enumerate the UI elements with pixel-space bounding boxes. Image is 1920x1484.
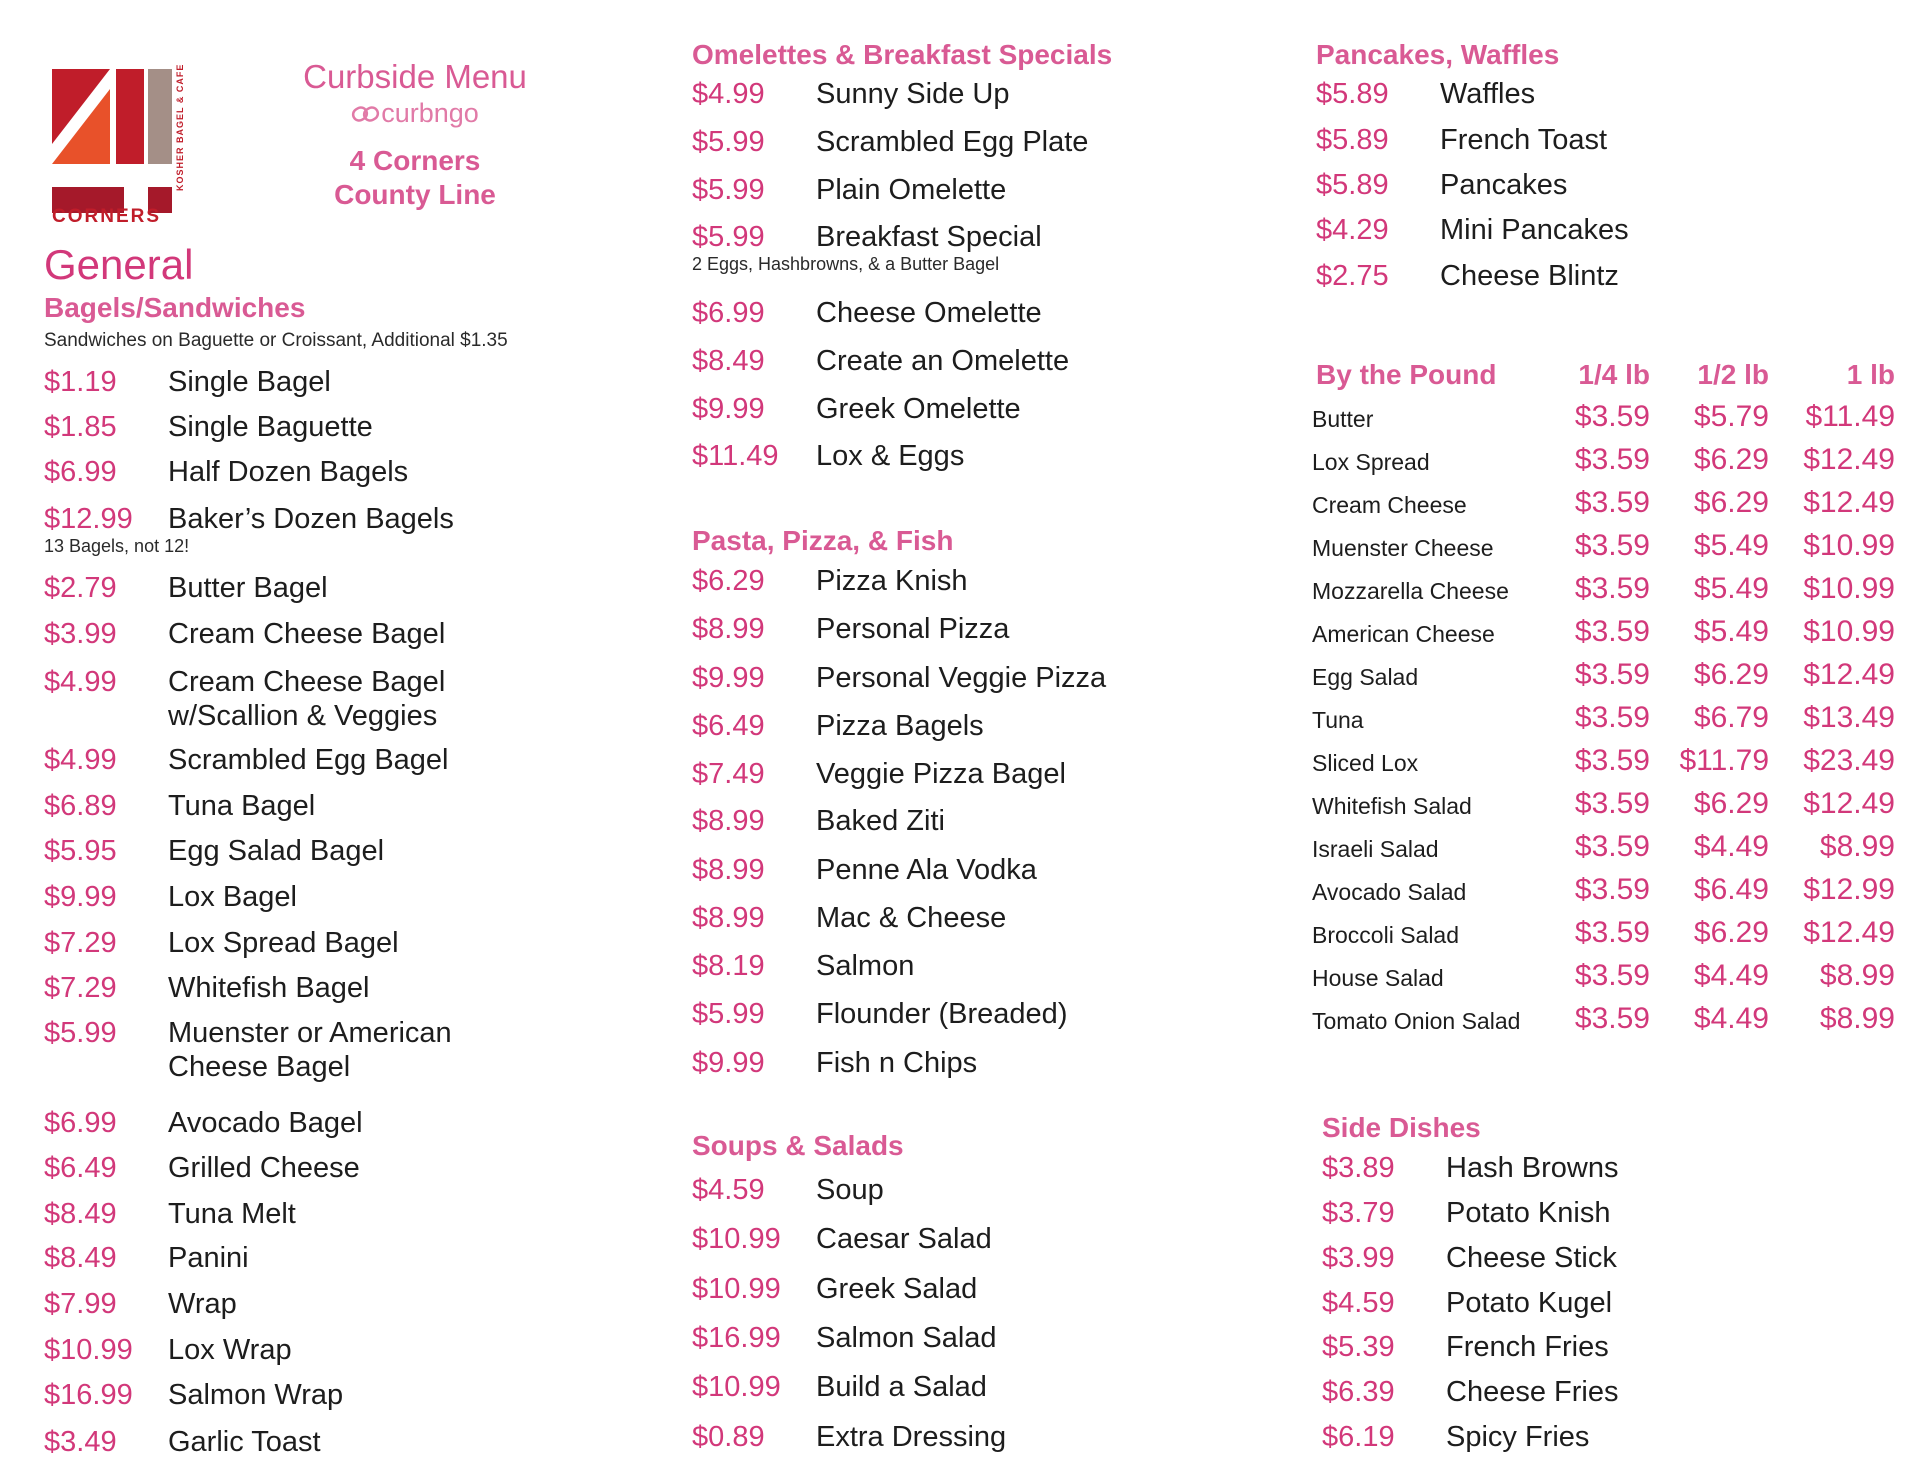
price-quarter-lb: $3.59 bbox=[1574, 572, 1650, 605]
pound-row bbox=[1312, 486, 1912, 520]
price-half-lb: $4.49 bbox=[1693, 959, 1769, 992]
item-name: Cheese Blintz bbox=[1440, 260, 1619, 292]
pound-row bbox=[1312, 830, 1912, 864]
menu-item bbox=[692, 1046, 1212, 1080]
item-name: Caesar Salad bbox=[816, 1223, 992, 1255]
menu-item bbox=[44, 1378, 564, 1412]
menu-item bbox=[44, 1106, 564, 1140]
pound-item-name: Lox Spread bbox=[1312, 449, 1430, 475]
menu-item bbox=[692, 709, 1212, 743]
item-name: Personal Veggie Pizza bbox=[816, 662, 1107, 694]
menu-item bbox=[44, 365, 564, 399]
item-name: Fish n Chips bbox=[816, 1047, 978, 1079]
item-price: $2.75 bbox=[1316, 260, 1389, 292]
item-name: Panini bbox=[168, 1242, 249, 1274]
item-price: $8.99 bbox=[692, 854, 765, 886]
menu-item bbox=[44, 1197, 564, 1231]
pound-item-name: Sliced Lox bbox=[1312, 750, 1419, 776]
item-price: $1.85 bbox=[44, 411, 117, 443]
item-name: Salmon Salad bbox=[816, 1322, 997, 1354]
item-price: $5.89 bbox=[1316, 78, 1389, 110]
item-name: Scrambled Egg Bagel bbox=[168, 744, 449, 776]
menu-item bbox=[692, 997, 1212, 1031]
menu-item bbox=[1316, 213, 1836, 247]
menu-item bbox=[44, 502, 564, 536]
curbside-title: Curbside Menu bbox=[303, 58, 527, 95]
item-price: $6.49 bbox=[692, 710, 765, 742]
menu-item bbox=[692, 1272, 1212, 1306]
item-price: $4.99 bbox=[692, 78, 765, 110]
pasta-section-title: Pasta, Pizza, & Fish bbox=[692, 525, 954, 556]
price-half-lb: $5.79 bbox=[1693, 400, 1769, 433]
item-price: $5.99 bbox=[44, 1017, 117, 1049]
pound-row bbox=[1312, 787, 1912, 821]
item-name: Pizza Knish bbox=[816, 565, 968, 597]
item-price: $7.29 bbox=[44, 972, 117, 1004]
pound-item-name: Mozzarella Cheese bbox=[1312, 578, 1509, 604]
price-quarter-lb: $3.59 bbox=[1574, 400, 1650, 433]
item-price: $0.89 bbox=[692, 1421, 765, 1453]
item-price: $4.99 bbox=[44, 744, 117, 776]
menu-item bbox=[44, 789, 564, 823]
menu-item bbox=[1316, 77, 1836, 111]
store-name bbox=[280, 144, 550, 212]
menu-item bbox=[44, 1333, 564, 1367]
store-line-1: 4 Corners bbox=[349, 145, 481, 176]
price-one-lb: $12.49 bbox=[1803, 658, 1895, 691]
menu-item bbox=[692, 173, 1212, 207]
item-price: $10.99 bbox=[692, 1371, 781, 1403]
item-name: Muenster or American bbox=[168, 1017, 452, 1049]
item-price: $11.49 bbox=[692, 440, 779, 472]
item-price: $8.49 bbox=[44, 1198, 117, 1230]
price-one-lb: $12.49 bbox=[1803, 486, 1895, 519]
pound-item-name: Butter bbox=[1312, 406, 1374, 432]
item-name: Single Bagel bbox=[168, 366, 331, 398]
item-name: Tuna Bagel bbox=[168, 790, 316, 822]
pound-row bbox=[1312, 529, 1912, 563]
item-name: French Fries bbox=[1446, 1331, 1609, 1363]
soups-section-title: Soups & Salads bbox=[692, 1130, 904, 1161]
price-quarter-lb: $3.59 bbox=[1574, 744, 1650, 777]
pound-item-name: Muenster Cheese bbox=[1312, 535, 1494, 561]
item-name: Baked Ziti bbox=[816, 805, 945, 837]
item-price: $5.95 bbox=[44, 835, 117, 867]
item-price: $8.99 bbox=[692, 902, 765, 934]
menu-item bbox=[692, 1321, 1212, 1355]
item-name: Mini Pancakes bbox=[1440, 214, 1629, 246]
price-half-lb: $11.79 bbox=[1679, 744, 1769, 777]
item-price: $5.39 bbox=[1322, 1331, 1395, 1363]
item-name: Avocado Bagel bbox=[168, 1107, 363, 1139]
menu-item bbox=[692, 439, 1212, 473]
price-one-lb: $12.99 bbox=[1803, 873, 1895, 906]
item-note: 13 Bagels, not 12! bbox=[44, 536, 190, 556]
item-price: $9.99 bbox=[692, 393, 765, 425]
item-price: $7.49 bbox=[692, 758, 765, 790]
item-name: Single Baguette bbox=[168, 411, 373, 443]
item-price: $7.29 bbox=[44, 927, 117, 959]
price-one-lb: $23.49 bbox=[1803, 744, 1895, 777]
item-price: $6.99 bbox=[44, 1107, 117, 1139]
price-quarter-lb: $3.59 bbox=[1574, 787, 1650, 820]
item-name: Pizza Bagels bbox=[816, 710, 984, 742]
price-one-lb: $12.49 bbox=[1803, 916, 1895, 949]
menu-item bbox=[692, 901, 1212, 935]
item-price: $9.99 bbox=[692, 1047, 765, 1079]
menu-item bbox=[44, 455, 564, 489]
pound-row bbox=[1312, 701, 1912, 735]
pound-item-name: House Salad bbox=[1312, 965, 1444, 991]
price-half-lb: $6.49 bbox=[1693, 873, 1769, 906]
item-price: $8.19 bbox=[692, 950, 765, 982]
menu-item bbox=[1316, 259, 1836, 293]
pound-item-name: Cream Cheese bbox=[1312, 492, 1467, 518]
pancakes-section-title: Pancakes, Waffles bbox=[1316, 39, 1560, 70]
item-name: Hash Browns bbox=[1446, 1152, 1619, 1184]
price-one-lb: $13.49 bbox=[1803, 701, 1895, 734]
menu-item bbox=[692, 344, 1212, 378]
item-name: Scrambled Egg Plate bbox=[816, 126, 1089, 158]
price-one-lb: $12.49 bbox=[1803, 443, 1895, 476]
menu-item bbox=[1322, 1330, 1842, 1364]
menu-item bbox=[692, 296, 1212, 330]
menu-item bbox=[692, 661, 1212, 695]
item-name: Cheese Omelette bbox=[816, 297, 1042, 329]
pound-row bbox=[1312, 959, 1912, 993]
item-price: $16.99 bbox=[692, 1322, 781, 1354]
pound-row bbox=[1312, 443, 1912, 477]
menu-item bbox=[1316, 123, 1836, 157]
pound-row bbox=[1312, 916, 1912, 950]
menu-item bbox=[692, 1173, 1212, 1207]
item-price: $5.99 bbox=[692, 998, 765, 1030]
menu-item bbox=[44, 743, 564, 777]
item-price: $10.99 bbox=[692, 1223, 781, 1255]
price-quarter-lb: $3.59 bbox=[1574, 615, 1650, 648]
price-half-lb: $4.49 bbox=[1693, 830, 1769, 863]
item-name: Lox & Eggs bbox=[816, 440, 965, 472]
item-price: $3.79 bbox=[1322, 1197, 1395, 1229]
item-price: $6.19 bbox=[1322, 1421, 1395, 1453]
pound-section-title: By the Pound bbox=[1316, 359, 1497, 390]
item-name: Salmon bbox=[816, 950, 915, 982]
menu-item bbox=[44, 1016, 564, 1050]
menu-item bbox=[1322, 1196, 1842, 1230]
item-price: $7.99 bbox=[44, 1288, 117, 1320]
pound-row bbox=[1312, 572, 1912, 606]
price-quarter-lb: $3.59 bbox=[1574, 916, 1650, 949]
menu-item bbox=[692, 1222, 1212, 1256]
pound-col-full: 1 lb bbox=[1846, 359, 1895, 390]
menu-item bbox=[692, 1370, 1212, 1404]
item-name: Potato Knish bbox=[1446, 1197, 1611, 1229]
pound-item-name: Avocado Salad bbox=[1312, 879, 1467, 905]
menu-item bbox=[692, 757, 1212, 791]
item-price: $5.89 bbox=[1316, 169, 1389, 201]
menu-item bbox=[44, 971, 564, 1005]
pound-item-name: Tomato Onion Salad bbox=[1312, 1008, 1521, 1034]
pound-row bbox=[1312, 658, 1912, 692]
item-name: Mac & Cheese bbox=[816, 902, 1007, 934]
item-name: Spicy Fries bbox=[1446, 1421, 1590, 1453]
item-name-continued: w/Scallion & Veggies bbox=[168, 700, 438, 732]
menu-item bbox=[44, 1425, 564, 1459]
price-one-lb: $8.99 bbox=[1819, 830, 1895, 863]
item-price: $3.89 bbox=[1322, 1152, 1395, 1184]
item-price: $4.59 bbox=[692, 1174, 765, 1206]
pound-item-name: Whitefish Salad bbox=[1312, 793, 1472, 819]
item-name: Cheese Fries bbox=[1446, 1376, 1619, 1408]
item-name: Garlic Toast bbox=[168, 1426, 321, 1458]
item-price: $5.99 bbox=[692, 221, 765, 253]
menu-item bbox=[44, 1241, 564, 1275]
menu-item bbox=[1322, 1151, 1842, 1185]
price-one-lb: $10.99 bbox=[1803, 572, 1895, 605]
item-price: $2.79 bbox=[44, 572, 117, 604]
item-price: $4.59 bbox=[1322, 1287, 1395, 1319]
price-half-lb: $5.49 bbox=[1693, 572, 1769, 605]
item-name: Plain Omelette bbox=[816, 174, 1007, 206]
item-price: $6.99 bbox=[44, 456, 117, 488]
item-price: $10.99 bbox=[44, 1334, 133, 1366]
item-price: $9.99 bbox=[692, 662, 765, 694]
curbngo-brand bbox=[280, 98, 550, 128]
pound-row bbox=[1312, 400, 1912, 434]
price-half-lb: $6.29 bbox=[1693, 486, 1769, 519]
item-name: Wrap bbox=[168, 1288, 237, 1320]
store-line-2: County Line bbox=[334, 179, 496, 210]
item-name: Half Dozen Bagels bbox=[168, 456, 409, 488]
menu-title-block bbox=[280, 56, 550, 212]
brand-label: curbngo bbox=[381, 98, 479, 128]
item-name: Whitefish Bagel bbox=[168, 972, 370, 1004]
menu-item bbox=[692, 949, 1212, 983]
pound-item-name: Egg Salad bbox=[1312, 664, 1419, 690]
menu-item bbox=[692, 77, 1212, 111]
item-price: $4.29 bbox=[1316, 214, 1389, 246]
item-price: $6.99 bbox=[692, 297, 765, 329]
item-name: Personal Pizza bbox=[816, 613, 1010, 645]
price-quarter-lb: $3.59 bbox=[1574, 529, 1650, 562]
item-price: $3.99 bbox=[1322, 1242, 1395, 1274]
price-half-lb: $4.49 bbox=[1693, 1002, 1769, 1035]
item-price: $8.99 bbox=[692, 805, 765, 837]
price-quarter-lb: $3.59 bbox=[1574, 443, 1650, 476]
menu-item bbox=[44, 571, 564, 605]
price-one-lb: $12.49 bbox=[1803, 787, 1895, 820]
item-price: $6.89 bbox=[44, 790, 117, 822]
price-one-lb: $8.99 bbox=[1819, 959, 1895, 992]
menu-item bbox=[692, 125, 1212, 159]
price-half-lb: $5.49 bbox=[1693, 615, 1769, 648]
item-name: Butter Bagel bbox=[168, 572, 328, 604]
pound-item-name: Israeli Salad bbox=[1312, 836, 1439, 862]
menu-item bbox=[1322, 1286, 1842, 1320]
pound-row bbox=[1312, 744, 1912, 778]
price-quarter-lb: $3.59 bbox=[1574, 658, 1650, 691]
item-name: Cream Cheese Bagel bbox=[168, 666, 446, 698]
price-half-lb: $5.49 bbox=[1693, 529, 1769, 562]
item-name: Baker’s Dozen Bagels bbox=[168, 503, 454, 535]
bagels-section-note: Sandwiches on Baguette or Croissant, Additional $1.35 bbox=[44, 330, 508, 351]
item-price: $5.89 bbox=[1316, 124, 1389, 156]
link-icon bbox=[351, 104, 381, 124]
item-name: Extra Dressing bbox=[816, 1421, 1007, 1453]
menu-item bbox=[692, 804, 1212, 838]
item-name: Grilled Cheese bbox=[168, 1152, 360, 1184]
menu-item bbox=[692, 392, 1212, 426]
item-name: Veggie Pizza Bagel bbox=[816, 758, 1066, 790]
price-one-lb: $10.99 bbox=[1803, 615, 1895, 648]
item-price: $10.99 bbox=[692, 1273, 781, 1305]
item-price: $12.99 bbox=[44, 503, 133, 535]
item-name: Create an Omelette bbox=[816, 345, 1070, 377]
price-half-lb: $6.29 bbox=[1693, 443, 1769, 476]
menu-item bbox=[44, 665, 564, 699]
menu-item bbox=[44, 834, 564, 868]
menu-item bbox=[692, 1420, 1212, 1454]
item-name: Lox Bagel bbox=[168, 881, 297, 913]
pound-col-half: 1/2 lb bbox=[1697, 359, 1769, 390]
general-title: General bbox=[44, 241, 194, 288]
pound-row bbox=[1312, 873, 1912, 907]
item-name: Greek Omelette bbox=[816, 393, 1021, 425]
price-half-lb: $6.29 bbox=[1693, 916, 1769, 949]
item-name: Cheese Stick bbox=[1446, 1242, 1617, 1274]
menu-item bbox=[692, 612, 1212, 646]
pound-col-quarter: 1/4 lb bbox=[1578, 359, 1650, 390]
menu-item bbox=[44, 926, 564, 960]
menu-item bbox=[692, 220, 1212, 254]
item-name: Potato Kugel bbox=[1446, 1287, 1613, 1319]
item-price: $1.19 bbox=[44, 366, 117, 398]
price-quarter-lb: $3.59 bbox=[1574, 701, 1650, 734]
pound-item-name: Broccoli Salad bbox=[1312, 922, 1460, 948]
item-name: Waffles bbox=[1440, 78, 1536, 110]
item-name: Egg Salad Bagel bbox=[168, 835, 385, 867]
price-one-lb: $8.99 bbox=[1819, 1002, 1895, 1035]
menu-item bbox=[44, 617, 564, 651]
price-half-lb: $6.79 bbox=[1693, 701, 1769, 734]
price-half-lb: $6.29 bbox=[1693, 787, 1769, 820]
item-price: $3.49 bbox=[44, 1426, 117, 1458]
item-price: $6.39 bbox=[1322, 1376, 1395, 1408]
price-quarter-lb: $3.59 bbox=[1574, 486, 1650, 519]
pound-item-name: American Cheese bbox=[1312, 621, 1495, 647]
menu-item bbox=[44, 1151, 564, 1185]
price-one-lb: $10.99 bbox=[1803, 529, 1895, 562]
item-price: $5.99 bbox=[692, 174, 765, 206]
menu-item bbox=[44, 1287, 564, 1321]
item-name: French Toast bbox=[1440, 124, 1608, 156]
item-price: $9.99 bbox=[44, 881, 117, 913]
menu-item bbox=[1322, 1420, 1842, 1454]
price-quarter-lb: $3.59 bbox=[1574, 959, 1650, 992]
menu-item bbox=[44, 410, 564, 444]
item-note: 2 Eggs, Hashbrowns, & a Butter Bagel bbox=[692, 254, 1000, 274]
item-price: $4.99 bbox=[44, 666, 117, 698]
menu-item bbox=[44, 880, 564, 914]
menu-item bbox=[1322, 1375, 1842, 1409]
menu-item bbox=[1322, 1241, 1842, 1275]
item-price: $8.99 bbox=[692, 613, 765, 645]
logo-tagline: KOSHER BAGEL & CAFE bbox=[175, 63, 185, 191]
item-name: Salmon Wrap bbox=[168, 1379, 344, 1411]
logo-wordmark: CORNERS bbox=[52, 206, 162, 227]
item-name: Tuna Melt bbox=[168, 1198, 296, 1230]
item-name: Breakfast Special bbox=[816, 221, 1042, 253]
pound-row bbox=[1312, 1002, 1912, 1036]
price-quarter-lb: $3.59 bbox=[1574, 1002, 1650, 1035]
menu-item bbox=[1316, 168, 1836, 202]
item-name: Flounder (Breaded) bbox=[816, 998, 1068, 1030]
pound-row bbox=[1312, 615, 1912, 649]
pound-item-name: Tuna bbox=[1312, 707, 1364, 733]
item-price: $6.49 bbox=[44, 1152, 117, 1184]
price-half-lb: $6.29 bbox=[1693, 658, 1769, 691]
item-name: Pancakes bbox=[1440, 169, 1568, 201]
item-price: $8.49 bbox=[692, 345, 765, 377]
item-name: Greek Salad bbox=[816, 1273, 978, 1305]
price-one-lb: $11.49 bbox=[1805, 400, 1895, 433]
item-name: Lox Wrap bbox=[168, 1334, 292, 1366]
bagels-section-title: Bagels/Sandwiches bbox=[44, 292, 306, 323]
item-price: $3.99 bbox=[44, 618, 117, 650]
item-name: Lox Spread Bagel bbox=[168, 927, 399, 959]
price-quarter-lb: $3.59 bbox=[1574, 830, 1650, 863]
item-name: Build a Salad bbox=[816, 1371, 987, 1403]
item-price: $5.99 bbox=[692, 126, 765, 158]
sides-section-title: Side Dishes bbox=[1322, 1112, 1481, 1143]
item-name: Cream Cheese Bagel bbox=[168, 618, 446, 650]
item-price: $6.29 bbox=[692, 565, 765, 597]
item-name: Soup bbox=[816, 1174, 884, 1206]
item-name-continued: Cheese Bagel bbox=[168, 1051, 351, 1083]
price-quarter-lb: $3.59 bbox=[1574, 873, 1650, 906]
menu-item bbox=[692, 853, 1212, 887]
menu-item bbox=[692, 564, 1212, 598]
item-name: Sunny Side Up bbox=[816, 78, 1010, 110]
item-price: $16.99 bbox=[44, 1379, 133, 1411]
item-name: Penne Ala Vodka bbox=[816, 854, 1037, 886]
omelettes-section-title: Omelettes & Breakfast Specials bbox=[692, 39, 1113, 70]
item-price: $8.49 bbox=[44, 1242, 117, 1274]
